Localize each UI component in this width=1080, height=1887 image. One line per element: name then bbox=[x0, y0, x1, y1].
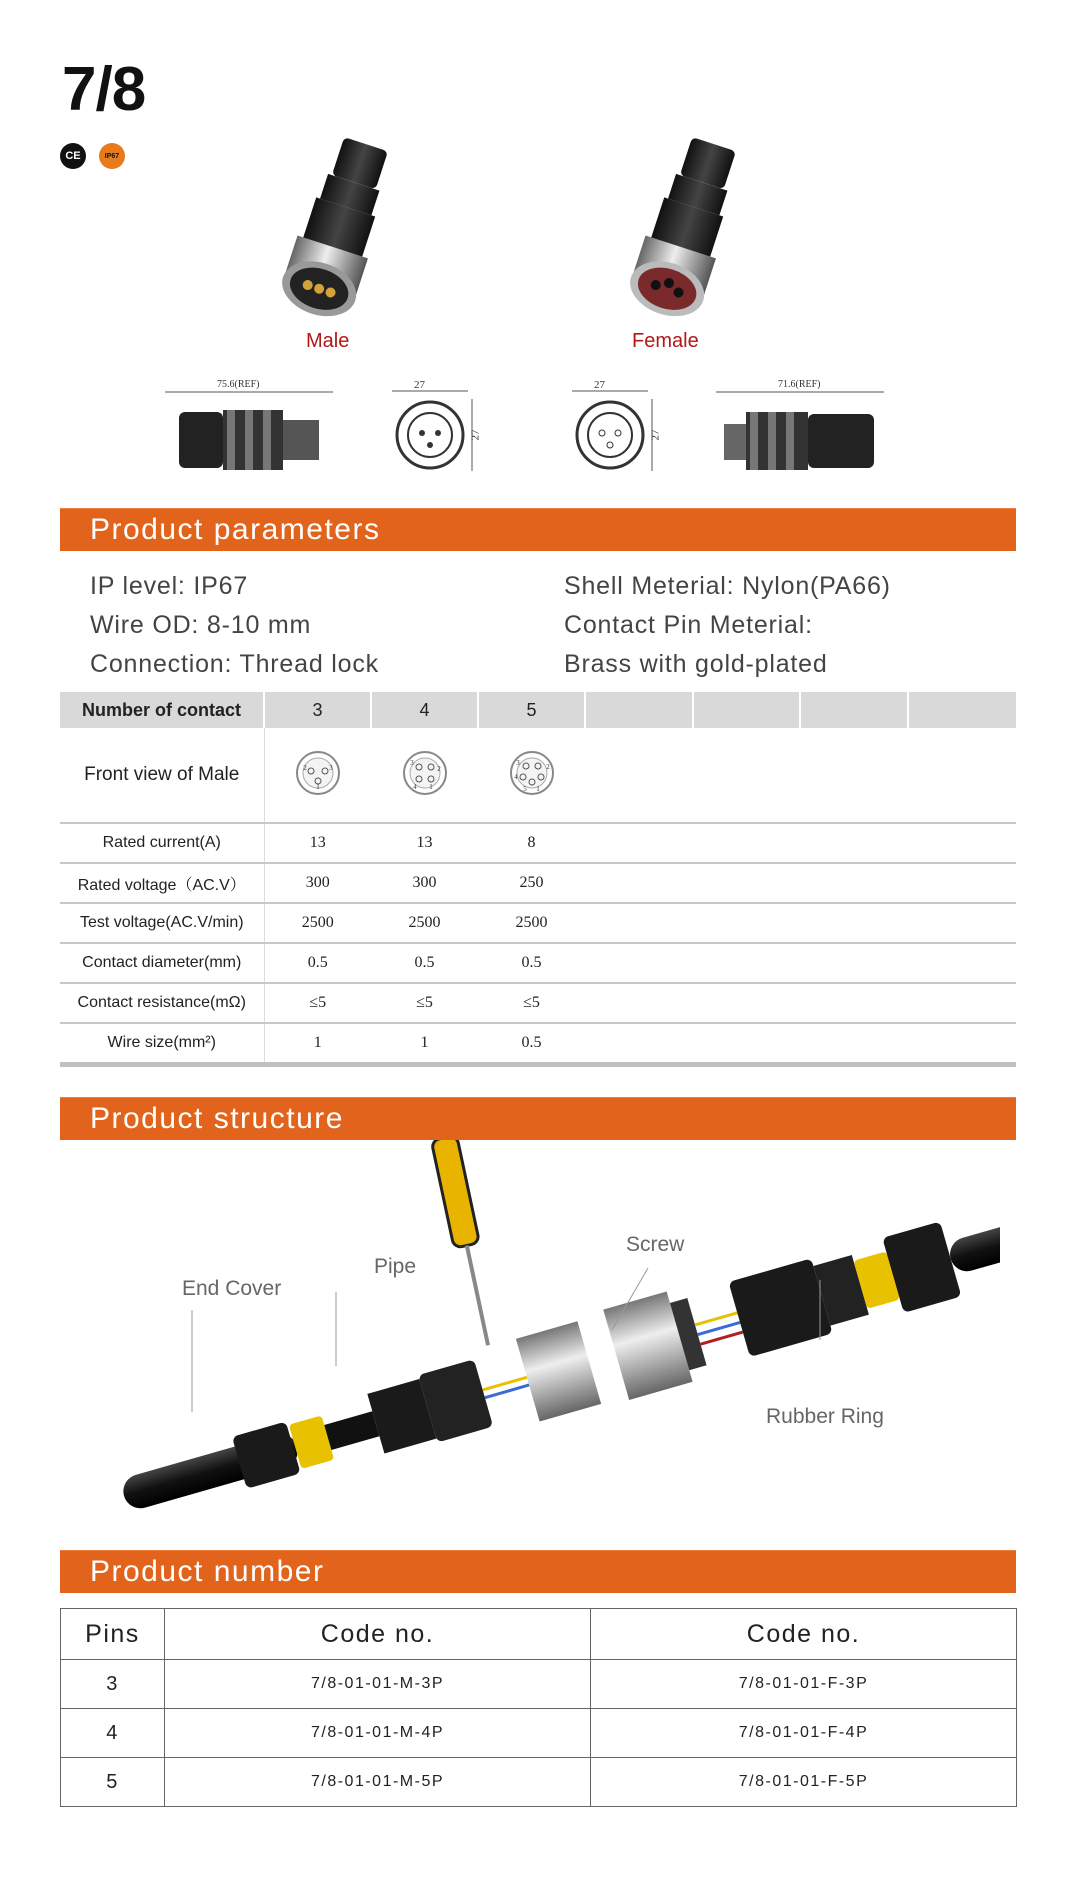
table-row bbox=[60, 943, 1016, 983]
female-connector-image bbox=[610, 138, 750, 328]
table-row bbox=[60, 823, 1016, 863]
table-cell: 250 bbox=[478, 863, 585, 903]
female-code-cell: 7/8-01-01-F-4P bbox=[591, 1709, 1017, 1758]
row-label: Test voltage(AC.V/min) bbox=[60, 903, 264, 943]
male-code-cell: 7/8-01-01-M-5P bbox=[165, 1758, 591, 1807]
pipe-label: Pipe bbox=[374, 1255, 417, 1278]
female-face-width: 27 bbox=[594, 379, 605, 391]
param-ip-level: IP level: IP67 bbox=[90, 572, 249, 600]
row-label: Contact diameter(mm) bbox=[60, 943, 264, 983]
table-cell: 13 bbox=[264, 823, 371, 863]
table-cell: ≤5 bbox=[478, 983, 585, 1023]
table-row bbox=[60, 863, 1016, 903]
structure-exploded-diagram bbox=[100, 1140, 1000, 1540]
spec-header-label: Number of contact bbox=[60, 692, 264, 728]
female-face-height: 27 bbox=[649, 429, 662, 441]
male-face-height: 27 bbox=[469, 429, 482, 441]
female-code-cell: 7/8-01-01-F-3P bbox=[591, 1660, 1017, 1709]
pin-number: 5 bbox=[522, 784, 527, 793]
ce-mark-icon: CE bbox=[60, 143, 86, 169]
front-view-label: Front view of Male bbox=[60, 728, 264, 823]
spec-header-cell bbox=[693, 692, 800, 728]
front-view-row bbox=[60, 728, 1016, 823]
structure-heading: Product structure bbox=[90, 1102, 344, 1135]
female-face-drawing bbox=[568, 379, 662, 473]
spec-header-cell: 3 bbox=[264, 692, 371, 728]
spec-header-cell bbox=[800, 692, 908, 728]
table-cell: 0.5 bbox=[264, 943, 371, 983]
pins-cell: 5 bbox=[61, 1758, 165, 1807]
parameters-banner bbox=[60, 508, 1016, 551]
table-cell: 2500 bbox=[478, 903, 585, 943]
male-label: Male bbox=[306, 330, 350, 352]
param-contact-pin-plating: Brass with gold-plated bbox=[564, 650, 828, 678]
spec-header-row bbox=[60, 692, 1016, 728]
table-cell: 8 bbox=[478, 823, 585, 863]
female-code-cell: 7/8-01-01-F-5P bbox=[591, 1758, 1017, 1807]
pin-number: 4 bbox=[513, 772, 518, 781]
spec-header-cell: 5 bbox=[478, 692, 585, 728]
table-row bbox=[61, 1660, 1017, 1709]
structure-banner bbox=[60, 1097, 1016, 1140]
code-header-female: Code no. bbox=[591, 1609, 1017, 1660]
pin-number: 4 bbox=[412, 782, 417, 791]
male-face-drawing bbox=[388, 379, 482, 473]
param-contact-pin-material: Contact Pin Meterial: bbox=[564, 611, 813, 639]
number-heading: Product number bbox=[90, 1555, 325, 1588]
row-label: Contact resistance(mΩ) bbox=[60, 983, 264, 1023]
male-side-drawing bbox=[165, 368, 333, 476]
pin-number: 2 bbox=[436, 764, 441, 773]
table-row bbox=[61, 1709, 1017, 1758]
table-cell: ≤5 bbox=[264, 983, 371, 1023]
spec-header-cell bbox=[585, 692, 693, 728]
end-cover-label: End Cover bbox=[182, 1277, 282, 1300]
pin-view-3-cell bbox=[264, 728, 371, 823]
pin-view-5-cell bbox=[478, 728, 585, 823]
product-number-table bbox=[60, 1608, 1017, 1807]
pin-number: 3 bbox=[515, 758, 520, 767]
male-connector-image bbox=[262, 138, 402, 328]
row-label: Rated voltage（AC.V） bbox=[60, 863, 264, 903]
table-row bbox=[60, 983, 1016, 1023]
number-header-row bbox=[61, 1609, 1017, 1660]
pins-cell: 4 bbox=[61, 1709, 165, 1758]
number-banner bbox=[60, 1550, 1016, 1593]
table-cell: 13 bbox=[371, 823, 478, 863]
table-cell: 1 bbox=[371, 1023, 478, 1065]
pin-number: 1 bbox=[535, 784, 540, 793]
table-cell: 300 bbox=[264, 863, 371, 903]
spec-header-cell bbox=[908, 692, 1016, 728]
female-label: Female bbox=[632, 330, 699, 352]
pin-number: 3 bbox=[329, 763, 333, 772]
female-length-dim: 71.6(REF) bbox=[778, 379, 821, 390]
table-cell: 1 bbox=[264, 1023, 371, 1065]
table-cell: ≤5 bbox=[371, 983, 478, 1023]
spec-header-cell: 4 bbox=[371, 692, 478, 728]
pin-layout-5-icon bbox=[508, 749, 556, 797]
code-header-male: Code no. bbox=[165, 1609, 591, 1660]
rubber-ring-label: Rubber Ring bbox=[766, 1405, 884, 1428]
pin-number: 1 bbox=[428, 782, 433, 791]
page-title: 7/8 bbox=[62, 55, 146, 124]
param-connection: Connection: Thread lock bbox=[90, 650, 379, 678]
table-cell: 300 bbox=[371, 863, 478, 903]
table-cell: 0.5 bbox=[478, 943, 585, 983]
spec-table bbox=[60, 692, 1016, 1067]
pin-layout-3-icon bbox=[294, 749, 342, 797]
parameters-heading: Product parameters bbox=[90, 513, 381, 546]
table-row bbox=[60, 1023, 1016, 1065]
row-label: Wire size(mm²) bbox=[60, 1023, 264, 1065]
pin-number: 2 bbox=[303, 763, 307, 772]
table-cell: 0.5 bbox=[478, 1023, 585, 1065]
table-cell: 0.5 bbox=[371, 943, 478, 983]
pin-number: 3 bbox=[409, 758, 414, 767]
pin-number: 2 bbox=[545, 762, 550, 771]
pins-header: Pins bbox=[61, 1609, 165, 1660]
screw-label: Screw bbox=[626, 1233, 685, 1256]
param-shell-material: Shell Meterial: Nylon(PA66) bbox=[564, 572, 891, 600]
ip67-badge-icon: IP67 bbox=[99, 143, 125, 169]
pin-layout-4-icon bbox=[401, 749, 449, 797]
table-cell: 2500 bbox=[371, 903, 478, 943]
pin-view-4-cell bbox=[371, 728, 478, 823]
table-cell: 2500 bbox=[264, 903, 371, 943]
pins-cell: 3 bbox=[61, 1660, 165, 1709]
male-code-cell: 7/8-01-01-M-4P bbox=[165, 1709, 591, 1758]
male-face-width: 27 bbox=[414, 379, 425, 391]
table-row bbox=[61, 1758, 1017, 1807]
male-code-cell: 7/8-01-01-M-3P bbox=[165, 1660, 591, 1709]
pin-number: 1 bbox=[316, 782, 320, 791]
param-wire-od: Wire OD: 8-10 mm bbox=[90, 611, 312, 639]
row-label: Rated current(A) bbox=[60, 823, 264, 863]
male-length-dim: 75.6(REF) bbox=[217, 379, 260, 390]
table-row bbox=[60, 903, 1016, 943]
female-side-drawing bbox=[716, 368, 886, 476]
